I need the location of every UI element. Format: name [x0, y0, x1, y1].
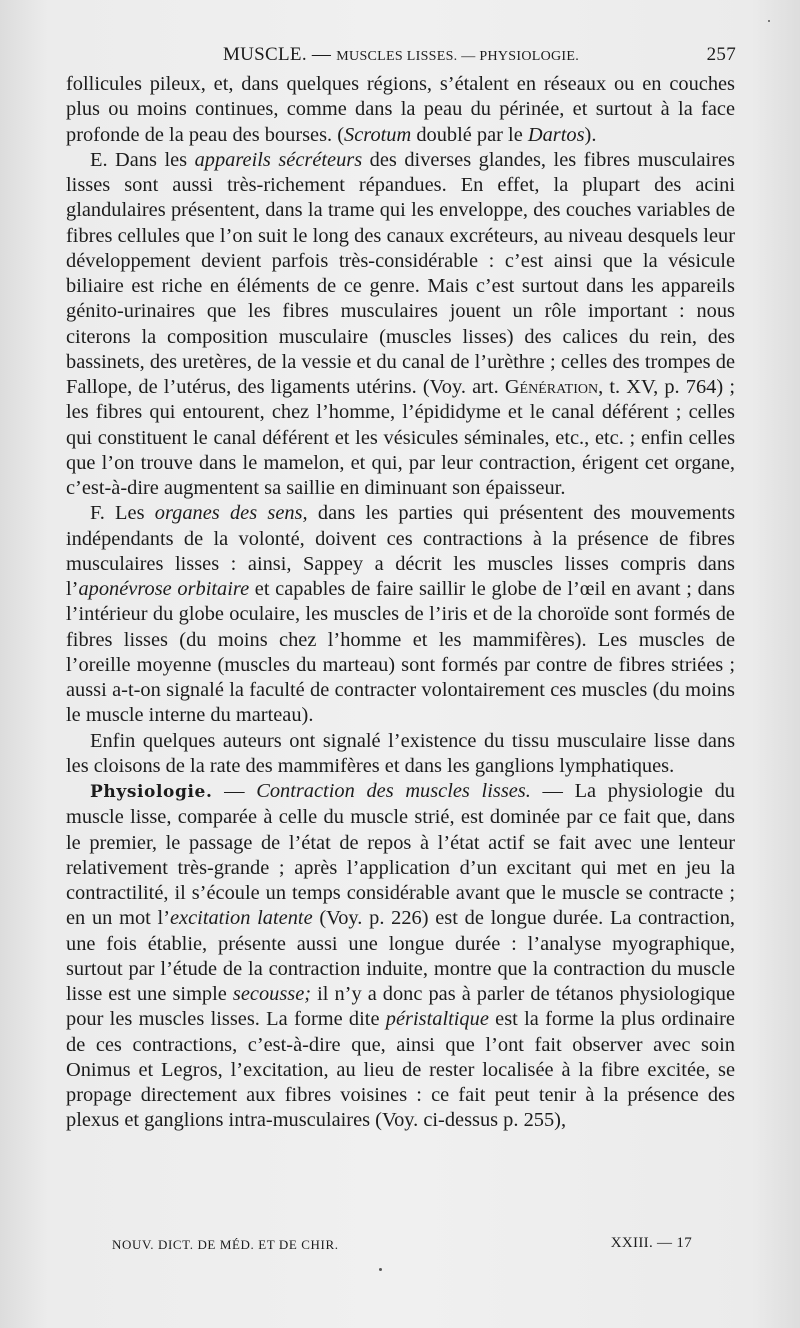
text-run: (Voy. p. 226) est de longue durée. La contraction, une fois établie, présente aussi une longue durée : l’analyse myographique, surtout par l’étude de la contraction induite, montre que la contraction du muscle lisse est une simple — [66, 907, 735, 1005]
section-heading: Physiologie. — [90, 782, 213, 802]
paragraph-4 — [66, 729, 735, 780]
text-run: — La physiologie du muscle lisse, comparée à celle du muscle strié, est dominée par ce fait que, dans le premier, le passage de l’état de repos à l’état actif se fait avec une lenteur relativement très-grande ; après l’application d’un excitant qui met en jeu la contractilité, il s’écoule un temps considérable avant que le muscle se contracte ; en un mot l’ — [66, 780, 735, 930]
text-run: et capables de faire saillir le globe de l’œil en avant ; dans l’intérieur du globe oculaire, les muscles de l’iris et de la choroïde sont formés de fibres lisses (du moins chez l’homme et les mammifères). Les muscles de l’oreille moyenne (muscles du marteau) sont formés par contre de fibres striées ; aussi a-t-on signalé la faculté de contracter volontairement ces muscles (du moins le muscle interne du marteau). — [66, 578, 735, 727]
print-speck — [768, 20, 770, 22]
running-header — [66, 44, 736, 70]
text-run: des diverses glandes, les fibres musculaires lisses sont aussi très-richement répandues. En effet, la plupart des acini glandulaires présentent, dans la trame qui les enveloppe, des couches variables de fibres cellules que l’on suit le long des canaux excréteurs, au niveau desquels leur développement devient parfois très-considérable : c’est ainsi que la vésicule biliaire est riche en éléments de ce genre. Mais c’est surtout dans les appareils génito-urinaires que les fibres musculaires jouent un rôle important : nous citerons la composition musculaire (muscles lisses) des calices du rein, des bassinets, des uretères, de la vessie et du canal de l’urèthre ; celles des trompes de Fallope, de l’utérus, des ligaments utérins. (Voy. art. — [66, 148, 735, 398]
page-number: 257 — [706, 44, 736, 65]
italic-run: excitation latente — [170, 907, 313, 930]
text-run: doublé par le — [411, 123, 528, 146]
running-title-main: MUSCLE. — — [222, 44, 337, 65]
text-run: Enfin quelques auteurs ont signalé l’existence du tissu musculaire lisse dans les cloisons de la rate des mammifères et dans les ganglions lymphatiques. — [66, 729, 735, 777]
paragraph-2 — [66, 148, 735, 502]
text-run: dans les parties qui présentent des mouvements indépendants de la volonté, doivent ces contractions à la présence de fibres musculaires lisses : ainsi, Sappey a décrit les muscles lisses compris dans l’ — [66, 502, 736, 600]
italic-run: Dartos — [527, 123, 585, 146]
italic-run: organes des sens, — [154, 502, 308, 525]
text-run: follicules pileux, et, dans quelques régions, s’étalent en réseaux ou en couches plus ou moins continues, comme dans la peau du périnée, et surtout à la face profonde de la peau des bourses. ( — [66, 73, 735, 146]
paragraph-1 — [66, 72, 735, 148]
text-run: il n’y a donc pas à parler de tétanos physiologique pour les muscles lisses. La forme dite — [66, 983, 736, 1031]
text-run: est la forme la plus ordinaire de ces contractions, c’est-à-dire que, ainsi que l’ont fait observer avec soin Onimus et Legros, l’excitation, au lieu de rester localisée à la fibre excitée, se propage directement aux fibres voisines : ce fait peut tenir à la présence des plexus et ganglions intra-musculaires (Voy. ci-dessus p. 255), — [66, 1008, 735, 1132]
italic-run: appareils sécréteurs — [194, 148, 363, 171]
italic-run: secousse; — [232, 983, 312, 1005]
page-footer — [112, 1237, 692, 1259]
print-speck — [379, 1268, 382, 1271]
text-run: F. Les — [90, 502, 155, 525]
running-title — [66, 44, 736, 66]
text-run: E. Dans les — [90, 148, 195, 171]
italic-run: aponévrose orbitaire — [78, 578, 250, 600]
text-run: ). — [584, 123, 597, 146]
paragraph-3 — [66, 501, 735, 728]
body-text — [66, 72, 735, 1134]
footer-volume: XXIII. — 17 — [610, 1235, 692, 1251]
italic-run: péristaltique — [385, 1008, 489, 1031]
paragraph-5 — [66, 779, 735, 1134]
running-title-sub: MUSCLES LISSES. — PHYSIOLOGIE. — [336, 49, 580, 64]
italic-run: Contraction des muscles lisses. — [256, 780, 531, 802]
footer-signature: NOUV. DICT. DE MÉD. ET DE CHIR. — [112, 1237, 339, 1252]
smallcaps-run: Génération — [504, 376, 599, 398]
italic-run: Scrotum — [344, 123, 412, 146]
text-run: — — [212, 780, 257, 802]
text-run: , t. XV, p. 764) ; les fibres qui entourent, chez l’homme, l’épididyme et le canal déférent ; celles qui constituent le canal déférent et les vésicules séminales, etc., etc. ; enfin celles que l’on trouve dans le mamelon, et qui, par leur contraction, érigent cet organe, c’est-à-dire augmentent sa saillie en diminuant son épaisseur. — [66, 376, 735, 499]
